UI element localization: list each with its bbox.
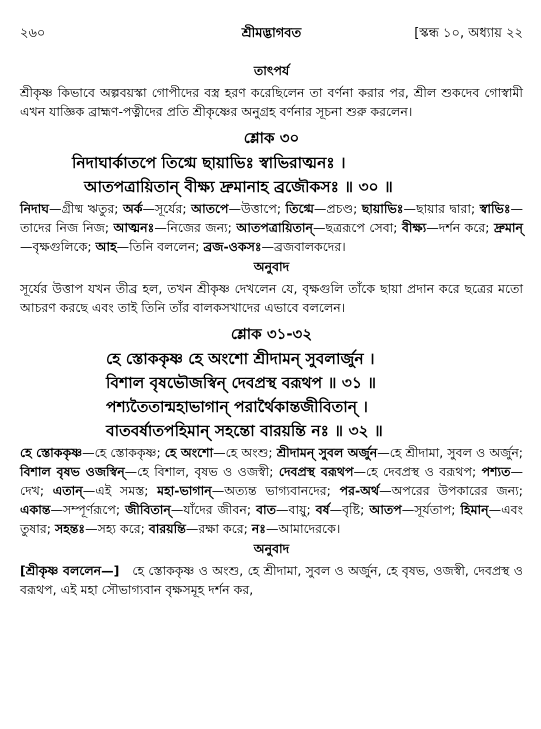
synonym-31-word: বর্ষ (315, 502, 330, 517)
synonym-31-word: হিমান্ (460, 502, 489, 517)
synonym-31-word: সহন্তঃ (54, 521, 86, 536)
synonym-31-meaning: —হে দেবপ্রস্থ ও বরূথপ; (353, 464, 482, 479)
synonym-30-word: অর্ক (122, 201, 143, 216)
synonym-31-word: পর-অর্থ (339, 483, 380, 498)
synonym-31-word: মহা-ভাগান্ (157, 483, 212, 498)
synonym-31-meaning: —অপরের উপকারের জন্য; (379, 483, 523, 498)
shloka-32-line-2: বাতবর্ষাতপহিমান্ সহন্তো বারয়ন্তি নঃ ॥ ৩২ ॥ (106, 422, 383, 440)
page-number: ২৬০ (20, 26, 46, 41)
shloka-31-32-title: শ্লোক ৩১-৩২ (230, 325, 313, 343)
synonym-30-meaning: —তিনি বললেন; (116, 239, 204, 254)
synonym-31-meaning: —যাঁদের জীবন; (170, 502, 257, 517)
shloka-31-line-1: হে স্তোককৃষ্ণ হে অংশো শ্রীদামন্ সুবলার্জুন । (106, 350, 375, 368)
synonym-31-meaning: —হে স্তোককৃষ্ণ; (82, 445, 165, 460)
synonym-31-word: জীবিতান্ (125, 502, 171, 517)
book-title: শ্রীমদ্ভাগবত (241, 26, 302, 41)
synonym-31-meaning: —দেখ; (20, 464, 523, 498)
synonym-30-word: ব্রজ-ওকসঃ (203, 239, 262, 254)
synonym-31-word: এতান্ (52, 483, 83, 498)
synonym-31-word: শ্রীদামন্ সুবল অর্জুন (276, 445, 378, 460)
synonym-30-word: আত্মনঃ (113, 220, 155, 235)
section-reference: [স্কন্ধ ১০, অধ্যায় ২২ (414, 26, 523, 41)
synonym-30-word: ছায়াভিঃ (361, 201, 404, 216)
synonym-30-word: বীক্ষ্য (401, 220, 427, 235)
synonym-30-meaning: —ছায়ার দ্বারা; (403, 201, 480, 216)
purport-heading: তাৎপর্য (253, 63, 290, 78)
shloka-32-line-1: পশ্যতৈতান্মহাভাগান্ পরার্থৈকান্তজীবিতান্ । (106, 398, 368, 416)
synonym-30-meaning: —প্রচণ্ড; (313, 201, 362, 216)
shloka-31-32-translation (20, 561, 523, 599)
synonym-31-meaning: —সম্পূর্ণরূপে; (50, 502, 126, 517)
synonym-30-meaning: —গ্রীষ্ম ঋতুর; (48, 201, 123, 216)
synonym-30-meaning: —সূর্যের; (142, 201, 192, 216)
synonym-31-word: হে অংশো (164, 445, 214, 460)
synonym-31-meaning: —অত্যন্ত ভাগ্যবানদের; (211, 483, 340, 498)
shloka-30-translation: সূর্যের উত্তাপ যখন তীব্র হল, তখন শ্রীকৃষ্ণ দেখলেন যে, বৃক্ষগুলি তাঁকে ছায়া প্রদান করে ছত্রের মতো আচরণ করছে এবং তাই তিনি তাঁর বালকসখাদের এভাবে বললেন। (20, 281, 523, 315)
synonym-31-meaning: —সহ্য করে; (85, 521, 149, 536)
synonym-31-meaning: —হে বিশাল, বৃষভ ও ওজস্বী; (124, 464, 279, 479)
synonym-30-word: আতপত্রায়িতান্ (236, 220, 314, 235)
synonym-30-word: স্বাভিঃ (479, 201, 511, 216)
synonym-31-word: পশ্যত (481, 464, 511, 479)
synonym-30-meaning: —ব্রজবালকদের। (261, 239, 346, 254)
synonym-31-meaning: —বৃষ্টি; (329, 502, 370, 517)
synonym-31-meaning: —বায়ু; (276, 502, 316, 517)
synonym-30-word: আহ (95, 239, 117, 254)
synonym-30-meaning: —দর্শন করে; (426, 220, 494, 235)
shloka-30-line-2: আতপত্রায়িতান্‌ বীক্ষ্য দ্রুমানাহ ব্রজৌকসঃ ॥ ৩০ ॥ (84, 178, 393, 196)
synonym-30-meaning: —তাদের নিজ নিজ; (20, 201, 524, 235)
synonym-31-meaning: —এই সমস্ত; (82, 483, 158, 498)
synonym-31-word: নঃ (251, 521, 266, 536)
synonym-30-word: নিদাঘ (20, 201, 49, 216)
shloka-31-32-translation-heading: অনুবাদ (253, 541, 290, 556)
synonym-30-word: তিগ্মে (285, 201, 314, 216)
shloka-30-line-1: নিদাঘার্কাতপে তিগ্মে ছায়াভিঃ স্বাভিরাত্মনঃ । (72, 154, 346, 172)
synonym-30-meaning: —উত্তাপে; (228, 201, 286, 216)
purport-text: শ্রীকৃষ্ণ কিভাবে অল্পবয়স্কা গোপীদের বস্ত্র হরণ করেছিলেন তা বর্ণনা করার পর, শ্রীল শুকদেব গোস্বামী এখন যাজ্ঞিক ব্রাহ্মণ-পত্নীদের প্রতি শ্রীকৃষ্ণের অনুগ্রহ বর্ণনার সূচনা শুরু করলেন। (20, 85, 523, 119)
synonym-31-meaning: —হে শ্রীদামা, সুবল ও অর্জুন; (377, 445, 523, 460)
translation-speaker: [শ্রীকৃষ্ণ বললেন—] (20, 563, 120, 578)
synonym-30-meaning: —ছত্ররূপে সেবা; (313, 220, 402, 235)
synonym-31-word: বিশাল বৃষভ ওজস্বিন্ (20, 464, 125, 479)
synonym-30-word: দ্রুমান্ (494, 220, 524, 235)
synonym-31-meaning: —রক্ষা করে; (185, 521, 252, 536)
shloka-31-32-synonyms (20, 443, 523, 538)
shloka-30-title: শ্লোক ৩০ (243, 129, 300, 147)
synonym-31-meaning: —আমাদেরকে। (265, 521, 341, 536)
synonym-31-meaning: —এবং তুষার; (20, 502, 523, 536)
synonym-31-word: দেবপ্রস্থ বরূথপ (278, 464, 354, 479)
synonym-31-meaning: —সূর্যতাপ; (401, 502, 461, 517)
synonym-30-meaning: —নিজের জন্য; (154, 220, 237, 235)
synonym-30-meaning: —বৃক্ষগুলিকে; (20, 239, 96, 254)
shloka-31-line-2: বিশাল বৃষভৌজস্বিন্ দেবপ্রস্থ বরূথপ ॥ ৩১ ॥ (106, 374, 377, 392)
translation-text: হে স্তোককৃষ্ণ ও অংশু, হে শ্রীদামা, সুবল ও অর্জুন, হে বৃষভ, ওজস্বী, দেবপ্রস্থ ও বরূথপ, এই মহা সৌভাগ্যবান বৃক্ষসমূহ দর্শন কর, (20, 563, 523, 597)
synonym-31-word: বাত (256, 502, 277, 517)
synonym-31-meaning: —হে অংশু; (213, 445, 277, 460)
synonym-31-word: আতপ (369, 502, 402, 517)
page-header (20, 24, 523, 46)
page-content (20, 62, 523, 599)
synonym-31-word: একান্ত (20, 502, 51, 517)
shloka-30-translation-heading: অনুবাদ (253, 259, 290, 274)
synonym-31-word: বারয়ন্তি (148, 521, 186, 536)
synonym-31-word: হে স্তোককৃষ্ণ (20, 445, 83, 460)
shloka-30-synonyms (20, 199, 523, 256)
synonym-30-word: আতপে (191, 201, 229, 216)
